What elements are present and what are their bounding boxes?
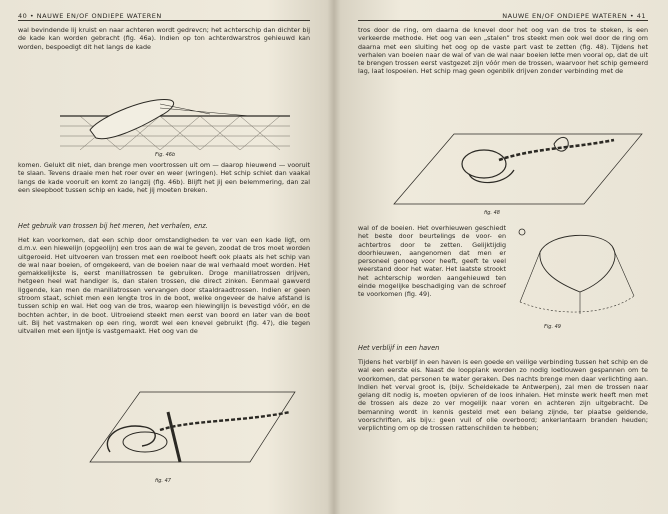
fig-48-caption: fig. 48 — [484, 210, 500, 216]
left-para-1: wal bevindende lij kruist en naar achteren wordt gedrevcn; het achterschip dan dichter bij de kade kan worden gebracht (fig. 46a). Indien op ton achterdwarstros gehieuwd kan worden, bespoedigt dit het langs de kade — [18, 26, 310, 51]
left-para-2: komen. Gelukt dit niet, dan brenge men voortrossen uit om — daarop hieuwend — vooruit te slaan. Tevens draaie men het roer over en weer (wringen). Het schip schiet dan vaakal langs de kade vooruit en komt zo langzij (fig. 46b). Blijft het jij een belemmering, dan zal een sleepboot tussen schip en kade, het jij moeten breken. — [18, 161, 310, 194]
right-para-1: tros door de ring, om daarna de knevel door het oog van de tros te steken, is een verkeerde methode. Het oog van een „stalen” tros steekt men ook wel door de ring om daarna met een sluiting het oog op de vaste part vast te zetten (fig. 48). Tijdens het verhalen van boeien naar de wal of van de wal naar boeien lette men vooral op, dat de uit te brengen trossen eerst vastgezet zijn vóór men de trossen, waarvoor het schip gemeerd lag, laat lospoeien. Het schip mag geen ogenblik drijven zonder verbinding met de — [358, 26, 648, 76]
fig-49-caption: Fig. 49 — [544, 324, 561, 330]
right-running-head-title: NAUWE EN/OF ONDIEPE WATEREN — [502, 12, 628, 20]
right-running-head: NAUWE EN/OF ONDIEPE WATEREN • 41 — [502, 12, 646, 20]
right-para-3: Tijdens het verblijf in een haven is een goede en veilige verbinding tussen het schip en de wal een eerste eis. Naast de loopplank worden zo nodig loetlouwen gespannen om te voorkomen, dat personen te water geraken. Des nachts brenge men daar verlichting aan. Indien het verval groot is, (bijv. Scheldekade te Antwerpen), zal men de trossen naar gelang dit nodig is, moeten opvieren of de loos inhalen. Het minste werk heeft men met de trossen als deze zo ver mogelijk naar voren en achteren zijn uitgebracht. De bemanning wordt in kennis gesteld met een belang zijnde, ter plaatse geldende, voorschriften, als bijv.: geen vuil of olie overboord; ankerlantaarn branden heuden; verplichting om op de trossen rattenschilden te hebben; — [358, 358, 648, 433]
left-running-head-title: NAUWE EN/OF ONDIEPE WATEREN — [36, 12, 162, 20]
right-page-number: 41 — [636, 12, 646, 20]
fig-46b-illustration — [60, 86, 290, 150]
left-para-3: Het kan voorkomen, dat een schip door omstandigheden te ver van een kade ligt, om d.m.v. een hiewelijn (opgeolijn) een tros aan de wal te geven, zoodat de tros moet worden uitgeroeid. Het uitvoeren van trossen met een roeiboot heeft ook plaats als het schip van de wal naar boeien, of omgekeerd, van de boeien naar de wal verhaald moet worden. Het gemakkelijkste is, eerst manillatrossen te gebruiken. Droge manillatrossen drijven, hetgeen heel wat handiger is, dan stalen trossen, die direct zinken. Eenmaal gawverd liggende, kan men de manillatrossen vervangen door staaldraadtrossen. Indien er geen stroom staat, schiet men een lengte tros in de boot, welke ongeveer de halve afstand is tussen schip en wal. Het oog van de tros, waarop een hiewinglijn is bevestigd vóór, en de bochten achter, in de boot. Uitroeiend steekt men eerst van boord en later van de boot uit. Bij het vastmaken op een ring, wordt wel een knevel gebruikt (fig. 47), die tegen uitvallen met een lijntje is vastgemaakt. Het oog van de — [18, 236, 310, 336]
fig-47-illustration — [50, 382, 300, 472]
left-section-title: Het gebruik van trossen bij het meren, het verhalen, enz. — [18, 222, 208, 230]
fig-48-illustration — [374, 126, 644, 208]
right-page — [334, 0, 668, 514]
left-page-number: 40 — [18, 12, 28, 20]
fig-47-caption: fig. 47 — [155, 478, 171, 484]
fig-49-illustration — [510, 222, 640, 320]
fig-46b-caption: Fig. 46b — [155, 152, 176, 158]
right-para-2: wal of de boeien. Het overhieuwen geschiedt het beste door beurtelings de voor- en achtertros door te zetten. Gelijktijdig doorhieuwen, aangenomen dat men er personeel genoeg voor heeft, geeft te veel weerstand door het water. Het laatste strookt het achterschip worden aangehieuwd ten einde mogelijke beschadiging van de schroef te voorkomen (fig. 49). — [358, 224, 506, 299]
right-head-rule — [358, 20, 648, 21]
left-running-head: 40 • NAUWE EN/OF ONDIEPE WATEREN — [18, 12, 162, 20]
right-section-title: Het verblijf in een haven — [358, 344, 440, 352]
left-head-rule — [18, 20, 310, 21]
